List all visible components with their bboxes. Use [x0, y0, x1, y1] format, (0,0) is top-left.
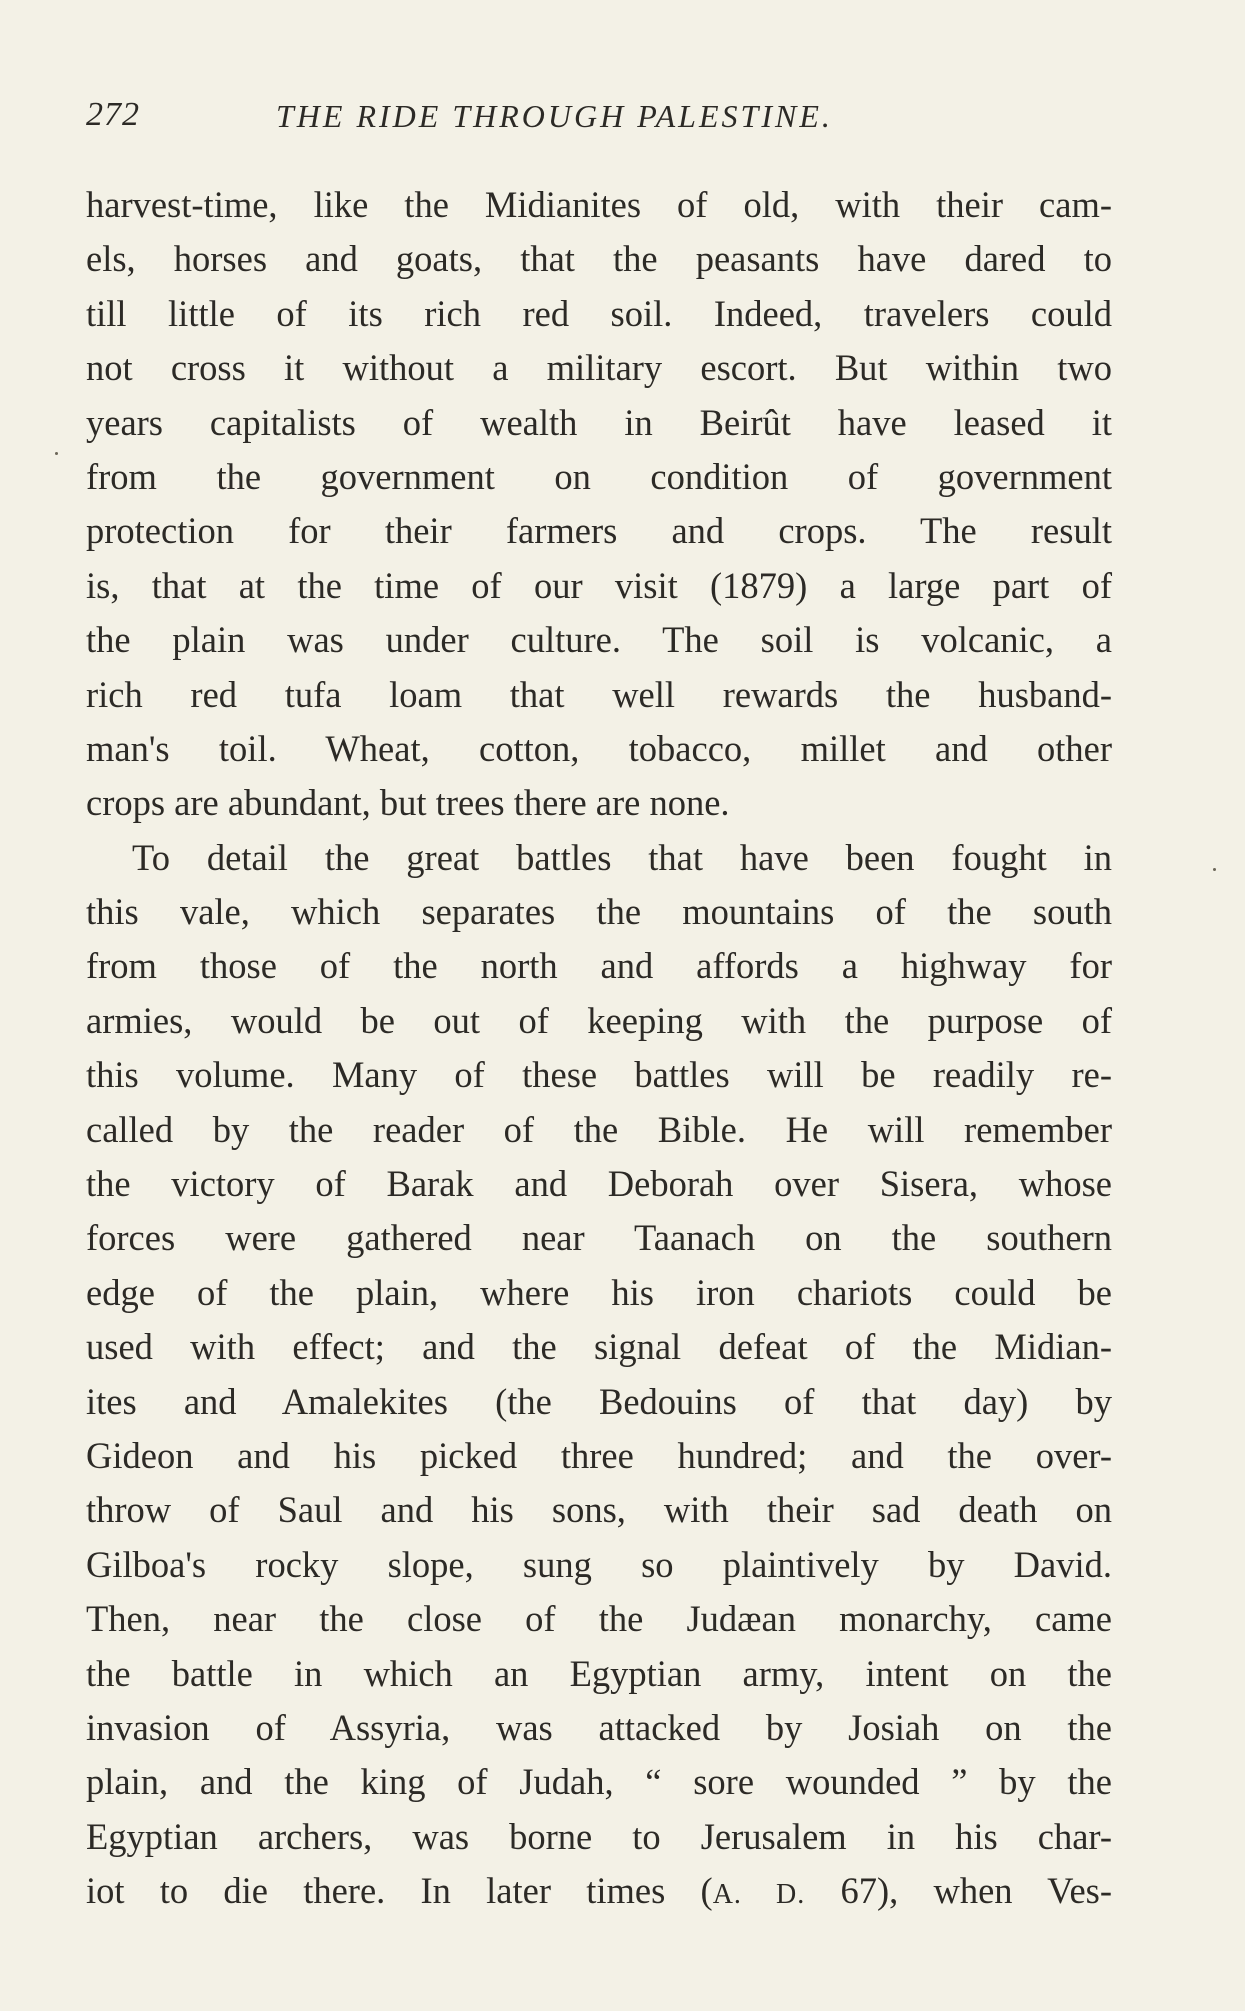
- text-line: this vale, which separates the mountains of the south: [86, 891, 1112, 933]
- text-line: the battle in which an Egyptian army, intent on the: [86, 1652, 1112, 1694]
- paragraph-2: [86, 831, 1112, 1919]
- text-line: harvest-time, like the Midianites of old, with their cam-: [86, 184, 1112, 225]
- text-line: protection for their farmers and crops. The result: [86, 510, 1112, 552]
- text-line: not cross it without a military escort. But within two: [86, 347, 1112, 389]
- text-line: ites and Amalekites (the Bedouins of that day) by: [86, 1380, 1112, 1422]
- text-line: used with effect; and the signal defeat of the Midian-: [86, 1326, 1112, 1368]
- text-line-final: [86, 1864, 1112, 1918]
- text-line: Then, near the close of the Judæan monarchy, came: [86, 1598, 1112, 1640]
- paper-speck: [1213, 868, 1216, 871]
- text-line: rich red tufa loam that well rewards the husband-: [86, 673, 1112, 715]
- text-line: the plain was under culture. The soil is volcanic, a: [86, 619, 1112, 661]
- era-abbreviation: A. D.: [712, 1879, 806, 1911]
- paragraph-1: [86, 178, 1112, 831]
- text-line: Egyptian archers, was borne to Jerusalem in his char-: [86, 1815, 1112, 1857]
- text-line: is, that at the time of our visit (1879) a large part of: [86, 564, 1112, 606]
- running-head: THE RIDE THROUGH PALESTINE.: [276, 98, 833, 134]
- page-header: [86, 96, 1126, 146]
- body-text: [86, 178, 1112, 1919]
- text-line: invasion of Assyria, was attacked by Josiah on the: [86, 1706, 1112, 1748]
- text-line: plain, and the king of Judah, “ sore wounded ” by the: [86, 1761, 1112, 1803]
- text-line-final-before: iot to die there. In later times (: [86, 1870, 713, 1912]
- text-line: the victory of Barak and Deborah over Sisera, whose: [86, 1163, 1112, 1205]
- paper-speck: [55, 452, 58, 455]
- text-line-final-after: 67), when Ves-: [805, 1870, 1112, 1912]
- text-line: throw of Saul and his sons, with their sad death on: [86, 1489, 1112, 1531]
- text-line: Gilboa's rocky slope, sung so plaintively by David.: [86, 1543, 1112, 1585]
- text-line: years capitalists of wealth in Beirût have leased it: [86, 401, 1112, 443]
- text-line: this volume. Many of these battles will be readily re-: [86, 1054, 1112, 1096]
- text-line: To detail the great battles that have been fought in: [132, 836, 1112, 878]
- text-line: crops are abundant, but trees there are none.: [86, 782, 730, 824]
- text-line: from the government on condition of government: [86, 455, 1112, 497]
- text-line: Gideon and his picked three hundred; and the over-: [86, 1434, 1112, 1476]
- text-line: from those of the north and affords a highway for: [86, 945, 1112, 987]
- text-line: called by the reader of the Bible. He will remember: [86, 1108, 1112, 1150]
- page-number: 272: [86, 96, 140, 133]
- text-line: man's toil. Wheat, cotton, tobacco, millet and other: [86, 727, 1112, 769]
- text-line: edge of the plain, where his iron chariots could be: [86, 1271, 1112, 1313]
- text-line: els, horses and goats, that the peasants have dared to: [86, 238, 1112, 280]
- text-line: forces were gathered near Taanach on the southern: [86, 1217, 1112, 1259]
- text-line: armies, would be out of keeping with the purpose of: [86, 999, 1112, 1041]
- text-line: till little of its rich red soil. Indeed, travelers could: [86, 292, 1112, 334]
